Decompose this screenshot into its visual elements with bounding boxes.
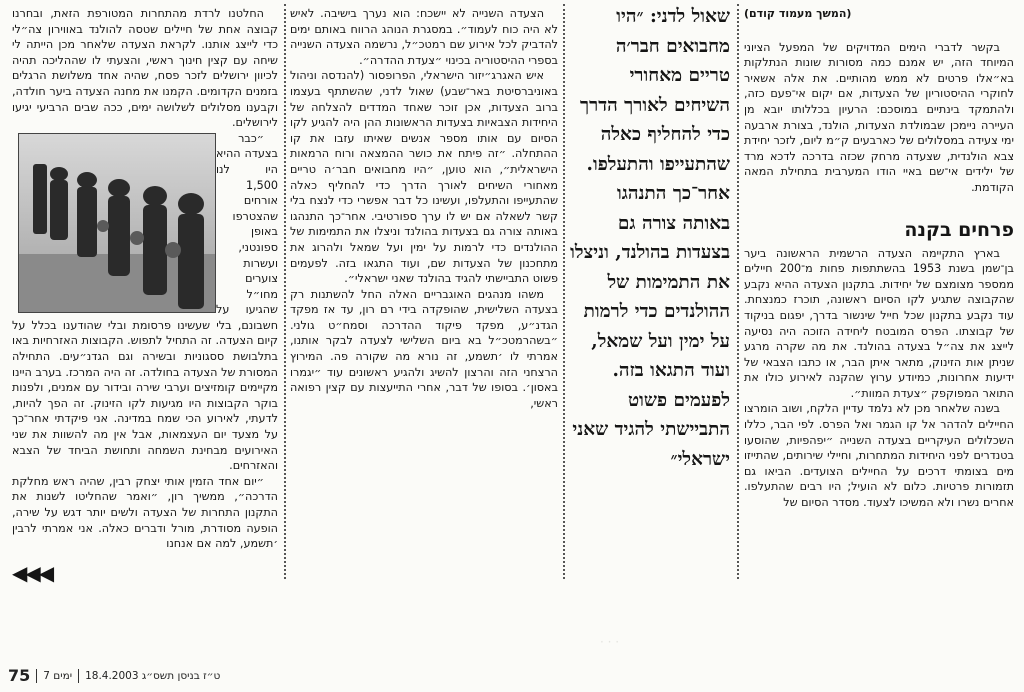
pull-quote-text: שאול לדני: ״היו מחבואים חבר׳ה טריים מאחורי השיחים לאורך הדרך כדי להחליף כאלה שהתעייפו והתעלפו. אחר־כך התנהגו באותה צורה גם בצעדות בהולנד, וניצלו את התמימות של ההולנדים כדי לרמות על ימין ועל שמאל, ועוד התגאו בזה. לפעמים פשוט התביישתי להגיד שאני ישראלי״ [570,6,730,470]
photo-image [19,134,215,312]
paragraph: בארץ התקיימה הצעדה הרשמית הראשונה ביער בן־שמן בשנת 1953 בהשתתפות פחות מ־200 חיילים ממספר מצומצם של יחידות. בתקנון הצעדה ההיא נקבע שהקבוצה שתגיע לקו הסיום ראשונה, תוכרז כמנצחת. עוד נקבע בתקנון שכל חייל שינשור בדרך, יפגום בניקוד של קבוצתו. הפרס המובטח ליחידה הזוכה היה נסיעה לייצג את צה״ל בצעדה בהולנד. את מה שקרה מרגע שניתן אות הזינוק, מתאר איתן הבר, או כתבו הצבאי של ידיעות אחרונות, כמיודע ערוץ שהקנה לאירוע כולו את התואר המפוקפק ״צעדת המוות״. [744,246,1015,400]
page-number: 75 [8,666,31,685]
paragraph: החלטנו לרדת מהתחרות המטורפת הזאת, ובחרנו קבוצה אחת של חיילים שטסה להולנד באווירון צה״לי כדי לייצג אותנו. לקראת הצעדה שלאחר מכן הייתה לי שיחה עם קצין חינוך ראשי, והצעתי לו שההליכה תהיה לכיוון ירושלים לזכר פסח, שהיה אחד משלושת הרגלים בזמנים הקדומים. הקמנו את מחנה הצעדה ביער חולדה, וקבענו מסלולים לשלושה ימים, ככה שבים הרביעי יגיעו לירושלים. [12,7,278,130]
paragraph: ״כבר בצעדה ההיא היו לנו 1,500 אורחים שהצטרפו באופן ספונטני, ועשרות צוערים מחו״ל שהגיעו על חשבונם, בלי שעשינו פרסומת ובלי שהודענו בכלל על קיום הצעדה. זה התחיל לתפוש. הקבוצות האזרחיות באו בתלבושת ססגוניות ובשירה וגם הגדנ״עים. התחילה המסורת של הצעדה בחולדה. זה היה המרכז. בערב היינו מקיימים קומזיצים וערבי שירה ובידור עם אמנים, ולפנות בוקר הקבוצות היו מגיעות לקו הזינוק. זה הפך להיות, לדעתי, לאירוע הכי שמח במדינה. אני פיקדתי אחר־כך על מצעד יום העצמאות, אבל אין מה להשוות את שני האירועים מבחינת השמחה ותחושת הביחד של הצבא והאזרחים. [12,131,278,473]
paragraph: משהו מנהגים האוגבריים האלה החל להשתנות רק בצעדה השלישית, שהופקדה בידי רם רון, עד אז מפקד הגדנ״ע, מפקד פיקוד ההדרכה וסמח״ט גולני. ״בשהרמטכ״ל בא ביום השלישי לצעדה לבקר אותנו, אמרתי לו ׳תשמע, זה נורא מה שקורה פה. המירוץ הרצחני הזה והרצון להשיג ולהגיע ראשונים עוד ״יגמרו באסון׳. בסופו של דבר, אחרי התייעצות עם קצין רפואה ראשי, [290,287,558,410]
paragraph: בקשר לדברי הימים המדויקים של המפעל הציוני המיוחד הזה, יש אמנם כמה מסורות שונות הנתלקות בא״אלו פרטים לא ממש מהותיים. את אלה אשאיר לחוקרי ההיסטוריון של הצעדות, אם יקום אי־פעם כזה, ולהתמקד בינתיים במוסכם: הרעיון בכללותו יובא מן העיירה ניימכן שבמולדת הצעדות, הולנד, בצורת ארבעה ימי צעידה במסלולים של כארבעים ק״מ ליום, לזכר יחידת צבא הולנדית, שצעדה מרחק שכזה בדרכה לדכא מרד של ילידים אי־שם באיי הודו המערבית בתחילת המאה הקודמת. [744,40,1014,194]
section-name: 7 ימים [43,669,73,682]
column-divider [737,4,739,579]
footer-divider [78,669,79,683]
page-footer [8,666,220,685]
marching-soldiers-photo [18,133,216,313]
continue-arrows-icon: ◀◀◀ [12,560,53,585]
article-column-3 [290,6,558,411]
paragraph: איש האגרג״יזור הישראלי, הפרופסור (להנדסה וניהול באוניברסיטת באר־שבע) שאול לדני, שהשתתף בעצמו ברוב הצעדות, אכן זוכר שאחד המדדים להצלחה של היחידות הצבאיות בצעדות הראשונות ההן היה להגיע לקו הסיום עם אותו מספר אנשים שאיתו עזבו את קו ההתחלה. ״זה פיתח את כושר ההמצאה ורוח הרמאות הישראלית״, הוא טוען, ״היו מחבואים חבר׳ה טריים מאחורי השיחים לאורך הדרך כדי להחליף כאלה שהתעייפו והתעלפו, ועשינו כל דבר אפשרי כדי לנצח בלי קשר לשאלה אם יש לו ערך ספורטיבי. אחר־כך התנהגו באותה צורה גם בצעדות בהולנד וניצלו את התמימות של ההולנדים כדי לרמות על ימין ועל שמאל ולהרוג את מתחכנון של הצעדות שם, ועוד התגאו בזה. לפעמים פשוט התביישתי להגיד בהולנד שאני ישראלי״. [290,69,558,286]
subheading: פרחים בקנה [904,218,1014,241]
footer-divider [36,669,37,683]
column-divider [563,4,565,579]
paragraph: הצעדה השנייה לא יישכח: הוא נערך בישיבה. לאיש לא היה כוח לעמוד״. במסגרת הנוהג הרווח באותם ימים להדביק לכל אירוע שם רמטכ״ל, נרשמה הצעדה השנייה בספרי ההיסטוריה בכינוי ״צעדת ההדרה״. [290,7,558,67]
show-through-text: · · · [600,635,620,649]
pull-quote [568,2,730,474]
article-column-4 [12,6,278,585]
paragraph: בשנה שלאחר מכן לא נלמד עדיין הלקח, ושוב הומרצו החיילים להדהר אל קו הגמר ואל הפרס. לפי הבר, כללו השכלולים העיקריים בצעדה השנייה ״יפהפיות, שהוסעו בטנדרים לפני היחידות המתחרות, וחיילי שירותים, שהתייזו מים בצומתי דרכים על החיילים הצועדים. הביאו גם תזמורות פרטיות. כלום לא הועיל; היו רבים שהתעלפו. אחרים נשרו ולא המשיכו לצעוד. מסדר הסיום של [744,402,1014,510]
article-column-1 [744,6,1014,511]
issue-date: 18.4.2003 ט״ז בניסן תשס״ג [85,669,221,682]
paragraph: ״יום אחד הזמין אותי יצחק רבין, שהיה ראש מחלקת הדרכה״, ממשיך רון, ״ואמר שהחליטו לשנות את התקנון התחרות של הצעדה ולשים יותר דגש על שירה, הופעה מסודרת, מורל ודברים כאלה. אני אמרתי לרבין ׳תשמע, למה אם אנחנו [12,474,278,551]
column-divider [284,4,286,579]
continued-header: (המשך מעמוד קודם) [744,7,852,20]
